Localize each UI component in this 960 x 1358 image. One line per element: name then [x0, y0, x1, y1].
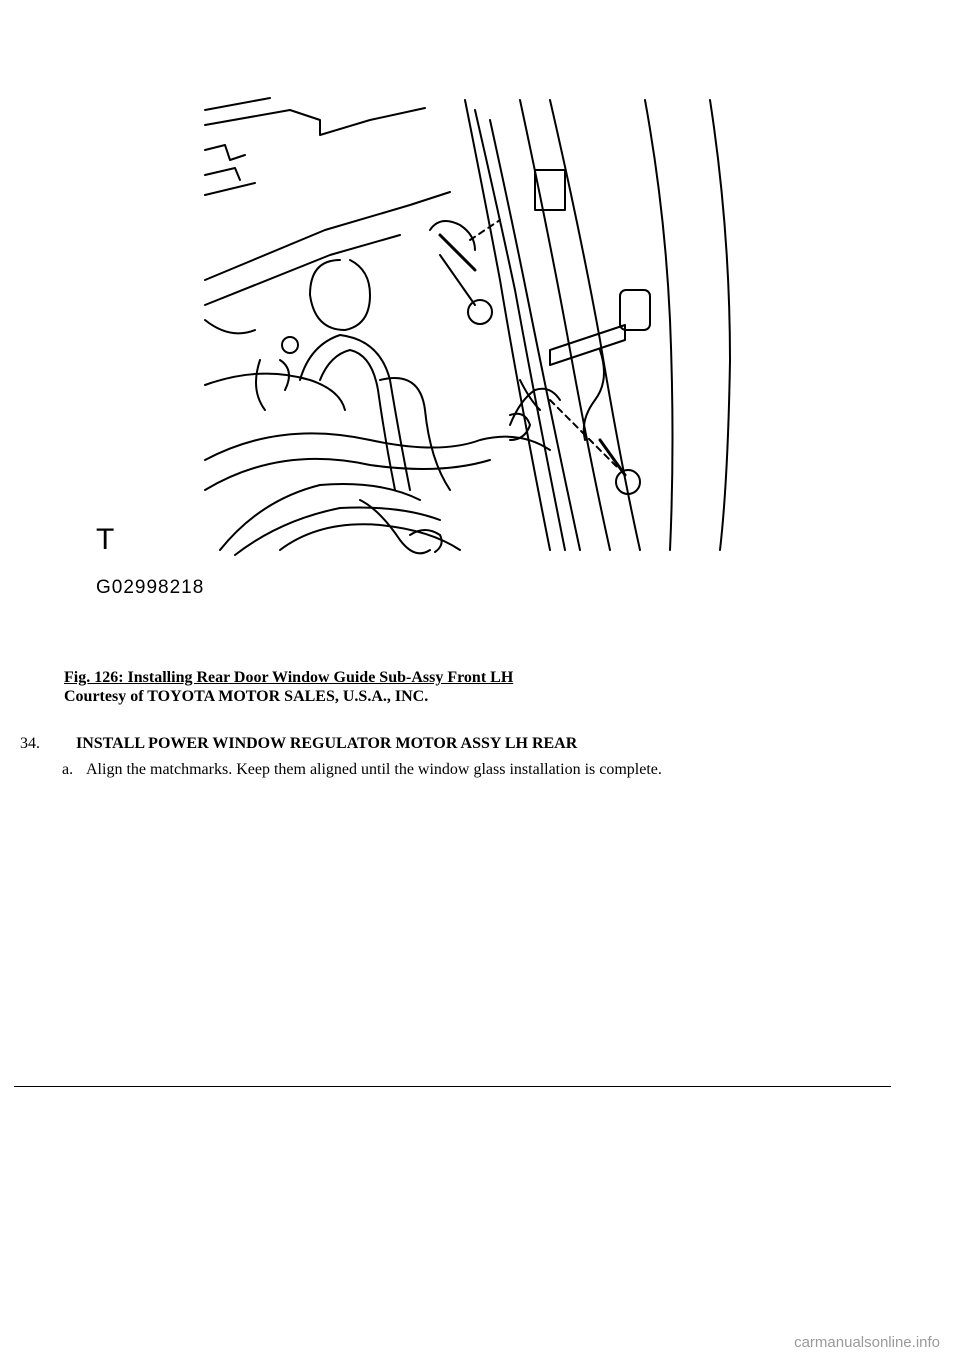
step-number: 34. [20, 735, 40, 752]
procedure-substep [62, 760, 662, 780]
figure-code: G02998218 [96, 577, 205, 598]
step-heading: INSTALL POWER WINDOW REGULATOR MOTOR ASSY LH REAR [76, 735, 578, 752]
page-divider [14, 1086, 891, 1087]
figure-title-link[interactable]: Fig. 126: Installing Rear Door Window Guide Sub-Assy Front LH [64, 669, 514, 686]
door-line-drawing [80, 80, 770, 610]
figure-courtesy: Courtesy of TOYOTA MOTOR SALES, U.S.A., INC. [64, 688, 429, 705]
door-illustration [80, 80, 770, 610]
substep-text: Align the matchmarks. Keep them aligned until the window glass installation is complete. [86, 761, 662, 778]
figure-view-letter: T [96, 523, 115, 556]
substep-letter: a. [62, 761, 74, 778]
figure-caption [64, 668, 513, 706]
site-watermark: carmanualsonline.info [794, 1334, 940, 1351]
procedure-step [20, 734, 577, 754]
